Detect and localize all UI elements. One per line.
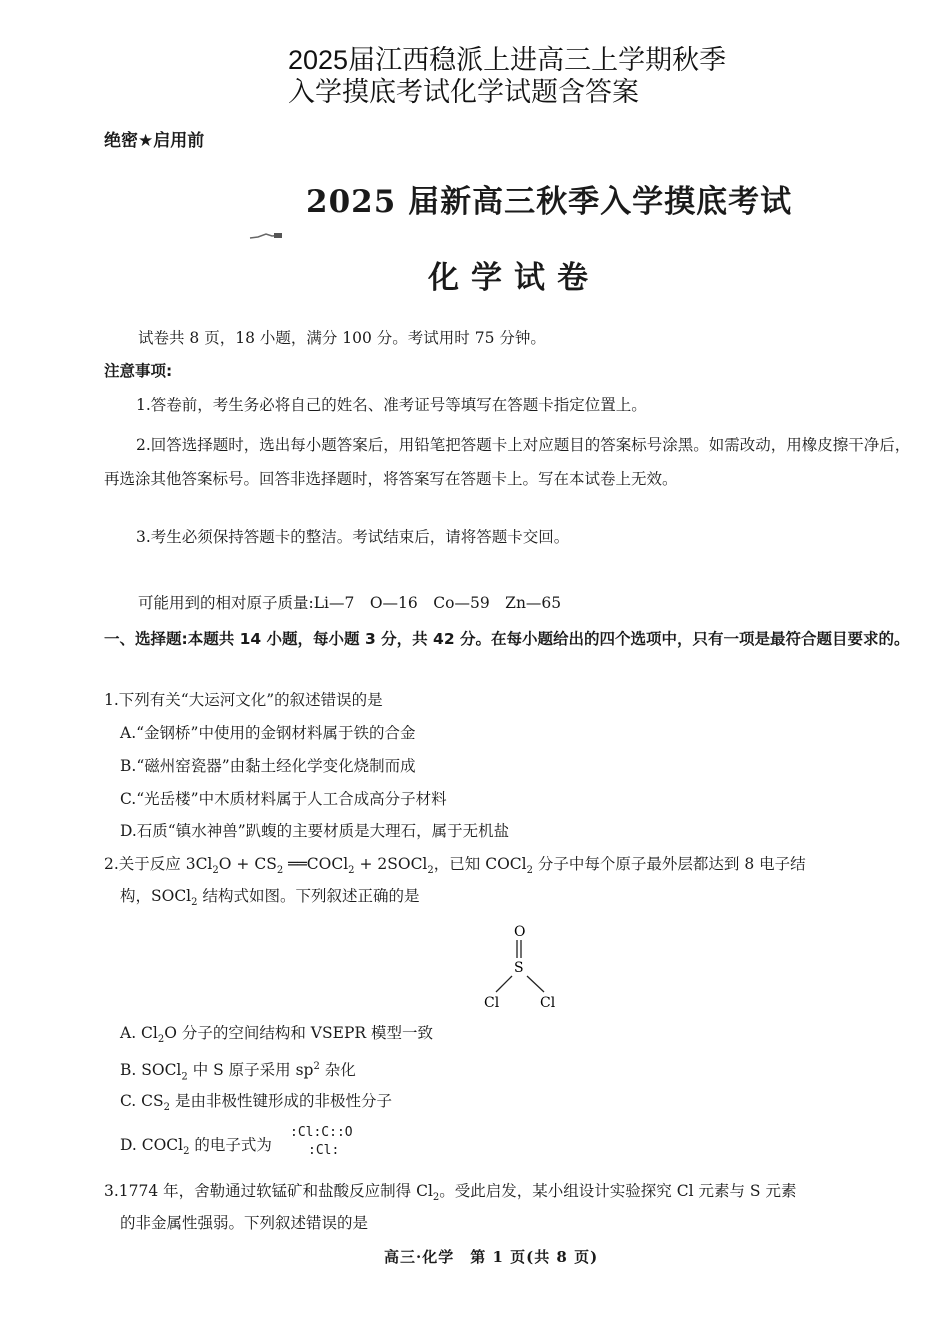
banner-line-2: 入学摸底考试化学试题含答案 (288, 77, 639, 107)
structure-sulfur-label: S (514, 960, 524, 976)
exam-info: 试卷共 8 页，18 小题，满分 100 分。考试用时 75 分钟。 (138, 329, 546, 347)
notice-item-3: 3.考生必须保持答题卡的整洁。考试结束后，请将答题卡交回。 (136, 528, 570, 546)
q2-option-b: B. SOCl$_2$ 中 S 原子采用 $sp^2$ 杂化 (120, 1061, 356, 1083)
exam-title: 2025 届新高三秋季入学摸底考试 (306, 184, 793, 220)
q1-stem: 1.下列有关“大运河文化”的叙述错误的是 (104, 691, 383, 709)
cocl2-electron-formula (290, 1124, 353, 1160)
structure-oxygen-label: O (514, 924, 526, 940)
structure-cl-right-label: Cl (540, 995, 556, 1011)
atomic-masses: 可能用到的相对原子质量:Li—7 O—16 Co—59 Zn—65 (138, 594, 562, 612)
q2-stem-line-1: 2.关于反应 $3Cl_2O + CS_2$ ══COCl$_2$ + 2SOCl$_2$，已知 COCl$_2$ 分子中每个原子最外层都达到 8 电子结 (104, 855, 806, 877)
q1-option-d: D.石质“镇水神兽”趴蝮的主要材质是大理石，属于无机盐 (120, 822, 510, 840)
structure-cl-left-label: Cl (484, 995, 500, 1011)
q1-option-c: C.“光岳楼”中木质材料属于人工合成高分子材料 (120, 790, 447, 808)
lewis-formula-bottom: :Cl: (308, 1143, 340, 1158)
document-banner-title (288, 44, 726, 108)
q3-stem-line-1: 3.1774 年，舍勒通过软锰矿和盐酸反应制得 $Cl_2$。受此启发，某小组设计实验探究 Cl 元素与 S 元素 (104, 1182, 797, 1204)
lewis-formula-top: :Cl:C::O (290, 1125, 353, 1140)
q2-option-a: A. $Cl_2O$ 分子的空间结构和 VSEPR 模型一致 (120, 1024, 433, 1046)
structure-bond-right (527, 976, 544, 992)
socl2-structure-diagram (484, 920, 594, 1012)
subject-title: 化学试卷 (428, 260, 600, 296)
section-1-heading: 一、选择题:本题共 14 小题，每小题 3 分，共 42 分。在每小题给出的四个选项中，只有一项是最符合题目要求的。 (104, 630, 910, 648)
notice-heading: 注意事项: (104, 362, 173, 380)
q2-stem-line-2: 构，SOCl$_2$ 结构式如图。下列叙述正确的是 (120, 887, 420, 909)
secret-label: 绝密★启用前 (104, 131, 205, 151)
q2-option-c: C. $CS_2$ 是由非极性键形成的非极性分子 (120, 1092, 392, 1114)
structure-bond-left (496, 976, 512, 992)
q1-option-a: A.“金钢桥”中使用的金钢材料属于铁的合金 (120, 724, 416, 742)
banner-line-1: 2025届江西稳派上进高三上学期秋季 (288, 45, 727, 75)
page-footer: 高三·化学 第 1 页(共 8 页) (384, 1248, 599, 1266)
q1-option-b: B.“磁州窑瓷器”由黏土经化学变化烧制而成 (120, 757, 416, 775)
scan-artifact-icon (248, 230, 284, 240)
q2-option-d: D. COCl$_2$ 的电子式为 (120, 1136, 272, 1158)
notice-item-1: 1.答卷前，考生务必将自己的姓名、准考证号等填写在答题卡指定位置上。 (136, 396, 647, 414)
q3-stem-line-2: 的非金属性强弱。下列叙述错误的是 (120, 1214, 369, 1232)
notice-item-2: 2.回答选择题时，选出每小题答案后，用铅笔把答题卡上对应题目的答案标号涂黑。如需改动，用橡皮擦干净后，再选涂其他答案标号。回答非选择题时，将答案写在答题卡上。写在本试卷上无效。 (104, 436, 911, 488)
